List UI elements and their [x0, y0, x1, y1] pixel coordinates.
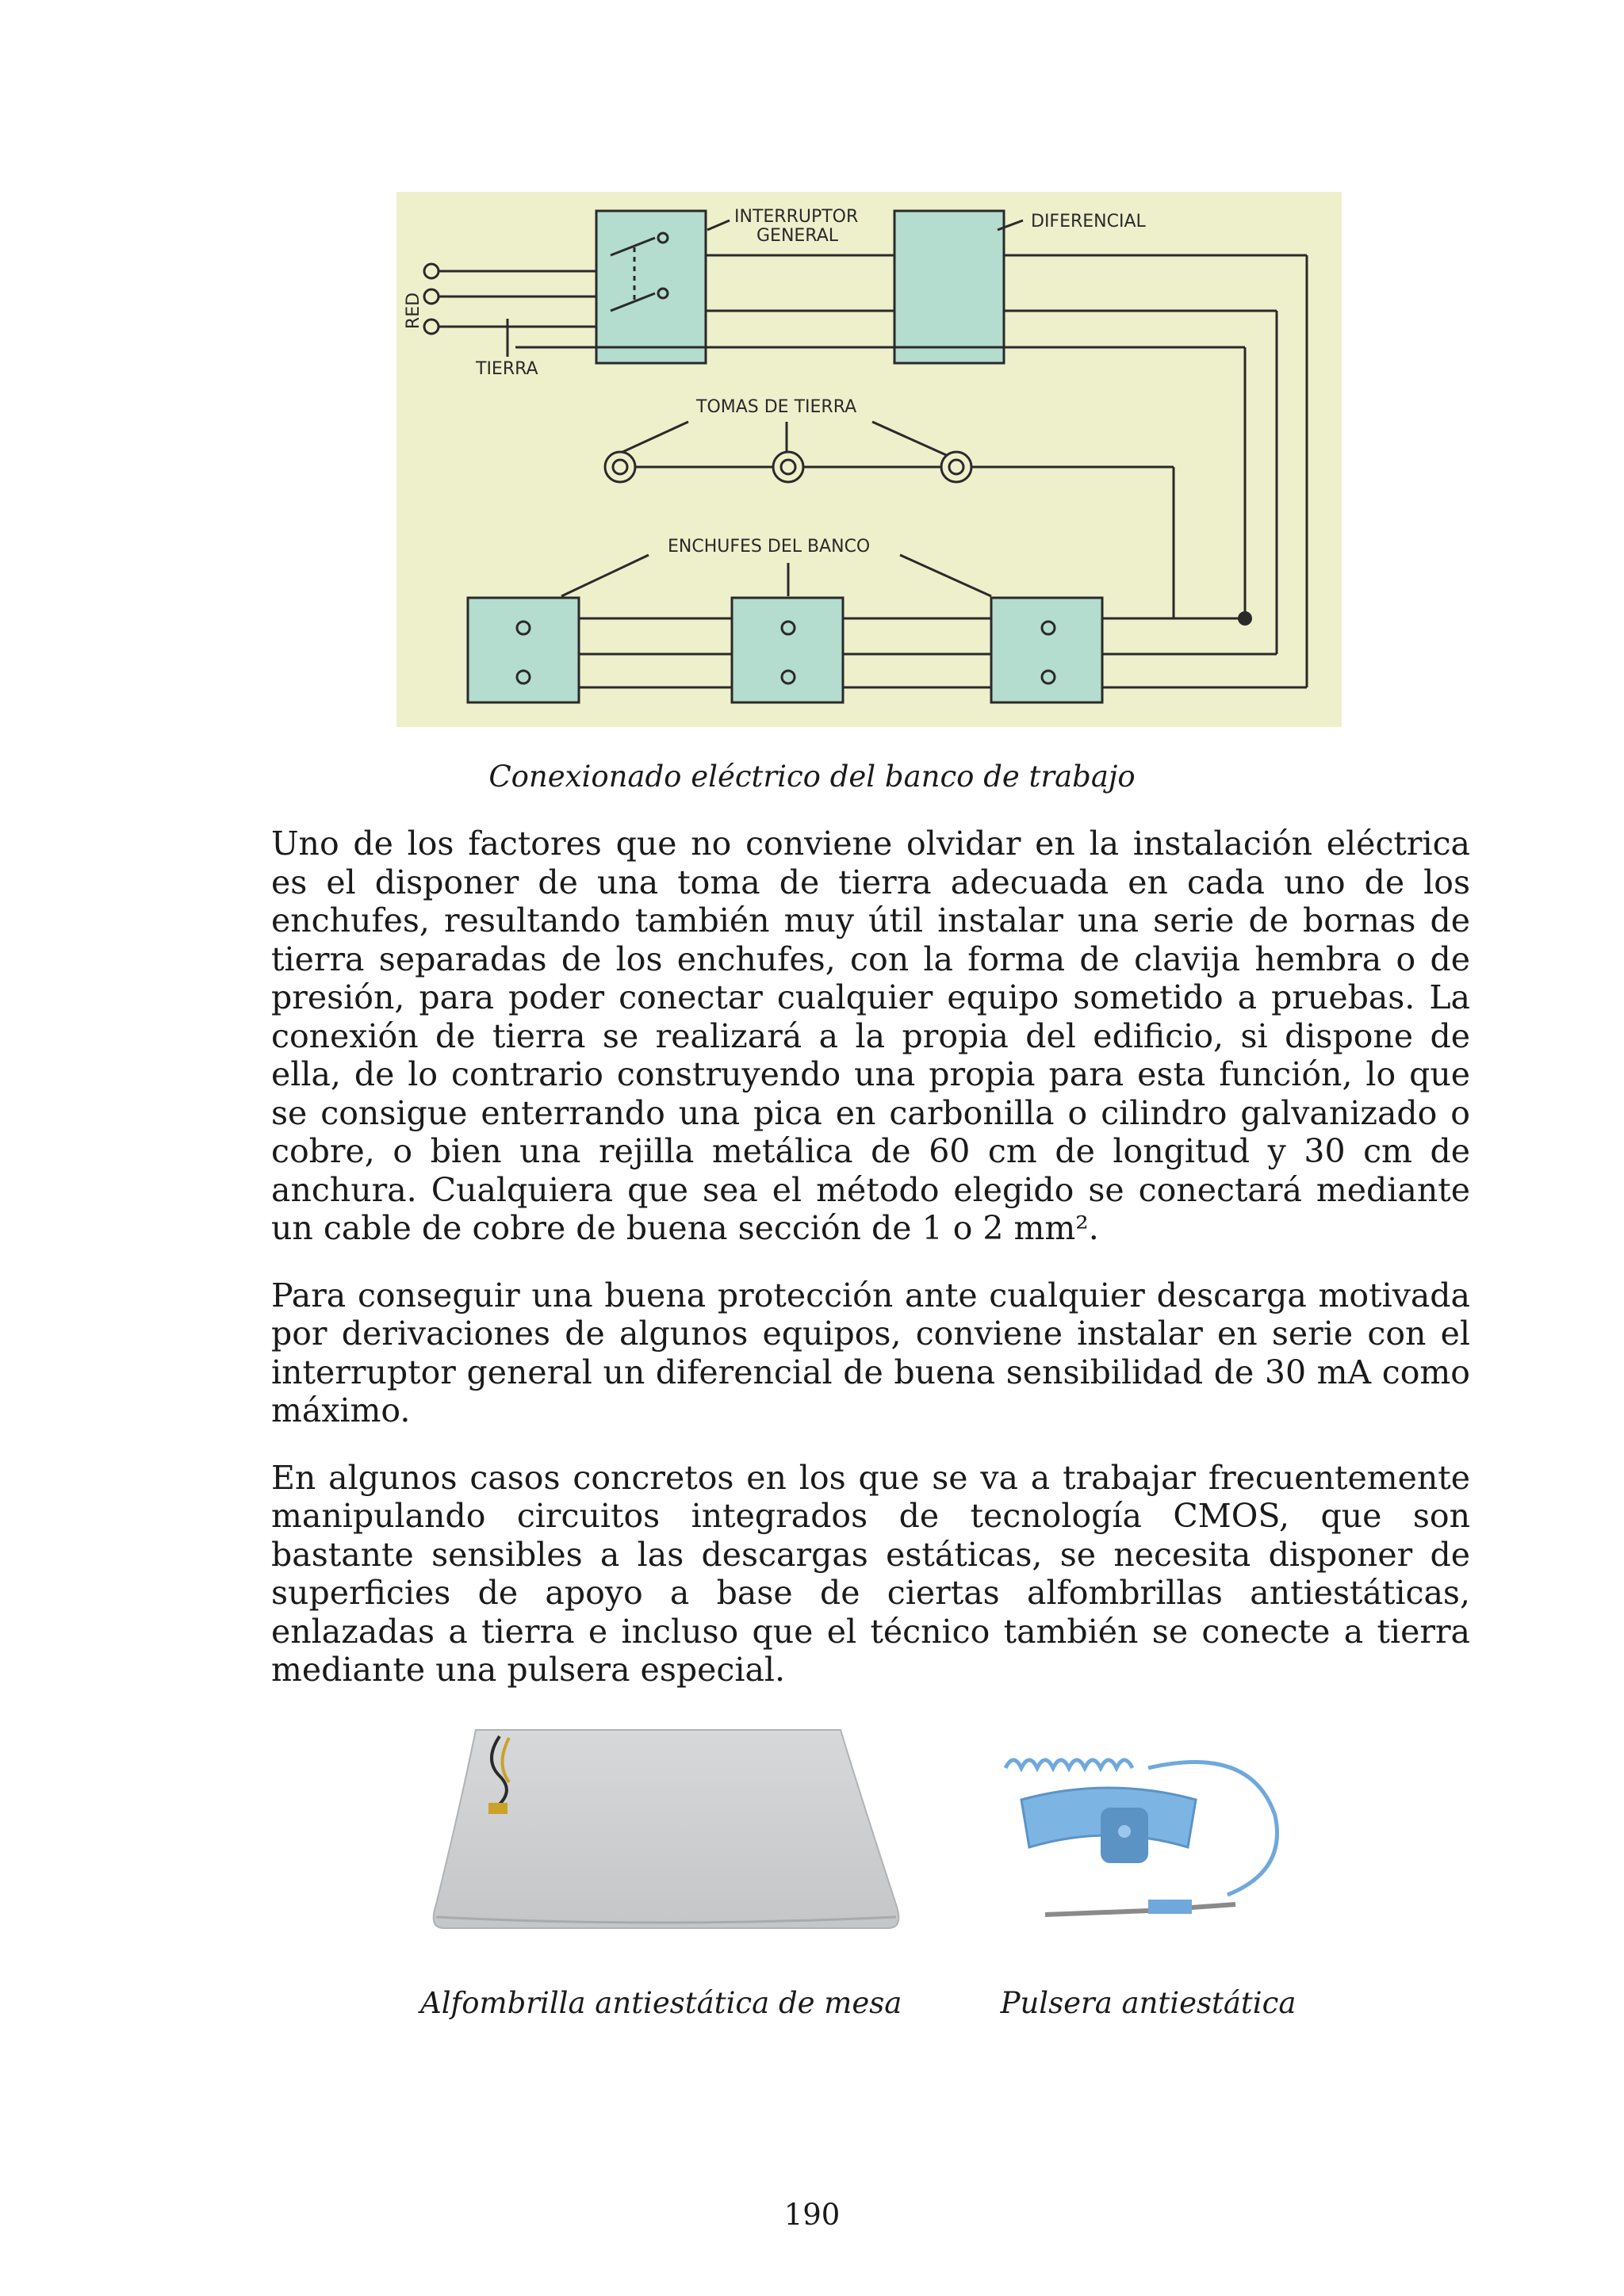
- wrist-strap-photo: [990, 1720, 1307, 1942]
- enchufe-3: [991, 598, 1102, 702]
- page-number: 190: [783, 2198, 841, 2232]
- label-interruptor-2: GENERAL: [756, 226, 839, 246]
- wiring-diagram: [396, 192, 1342, 727]
- label-interruptor-1: INTERRUPTOR: [734, 207, 859, 227]
- label-red: RED: [404, 292, 423, 330]
- paragraph-2: Para conseguir una buena protección ante cualquier descarga motivada por derivaciones de algunos equipos, conviene instalar en serie con el interruptor general un diferencial de buena sensibilidad de 30 mA como máximo.: [271, 1276, 1470, 1429]
- diferencial-box: [894, 211, 1004, 363]
- body-text: [271, 825, 1470, 1718]
- mat-caption: Alfombrilla antiestática de mesa: [420, 1986, 902, 2020]
- label-tomas-de-tierra: TOMAS DE TIERRA: [696, 397, 857, 417]
- interruptor-box: [596, 211, 706, 363]
- enchufe-2: [732, 598, 843, 702]
- label-tierra: TIERRA: [476, 359, 538, 379]
- figure-caption: Conexionado eléctrico del banco de trabajo: [488, 760, 1136, 794]
- label-diferencial: DIFERENCIAL: [1031, 212, 1146, 232]
- paragraph-3: En algunos casos concretos en los que se va a trabajar frecuentemente manipulando circuitos integrados de tecnología CMOS, que son bastante sensibles a las descargas estáticas, se necesita disponer de superficies de apoyo a base de ciertas alfombrillas antiestáticas, enlazadas a tierra e incluso que el técnico también se conecte a tierra mediante una pulsera especial.: [271, 1458, 1470, 1689]
- enchufe-1: [468, 598, 579, 702]
- antistatic-mat-photo: [420, 1720, 928, 1942]
- label-enchufes-del-banco: ENCHUFES DEL BANCO: [668, 537, 871, 557]
- wrist-caption: Pulsera antiestática: [1000, 1986, 1297, 2020]
- paragraph-1: Uno de los factores que no conviene olvidar en la instalación eléctrica es el disponer de una toma de tierra adecuada en cada uno de los enchufes, resultando también muy útil instalar una serie de bornas de tierra separadas de los enchufes, con la forma de clavija hembra o de presión, para poder conectar cualquier equipo sometido a pruebas. La conexión de tierra se realizará a la propia del edificio, si dispone de ella, de lo contrario construyendo una propia para esta función, lo que se consigue enterrando una pica en carbonilla o cilindro galvanizado o cobre, o bien una rejilla metálica de 60 cm de longitud y 30 cm de anchura. Cualquiera que sea el método elegido se conectará mediante un cable de cobre de buena sección de 1 o 2 mm².: [271, 825, 1470, 1247]
